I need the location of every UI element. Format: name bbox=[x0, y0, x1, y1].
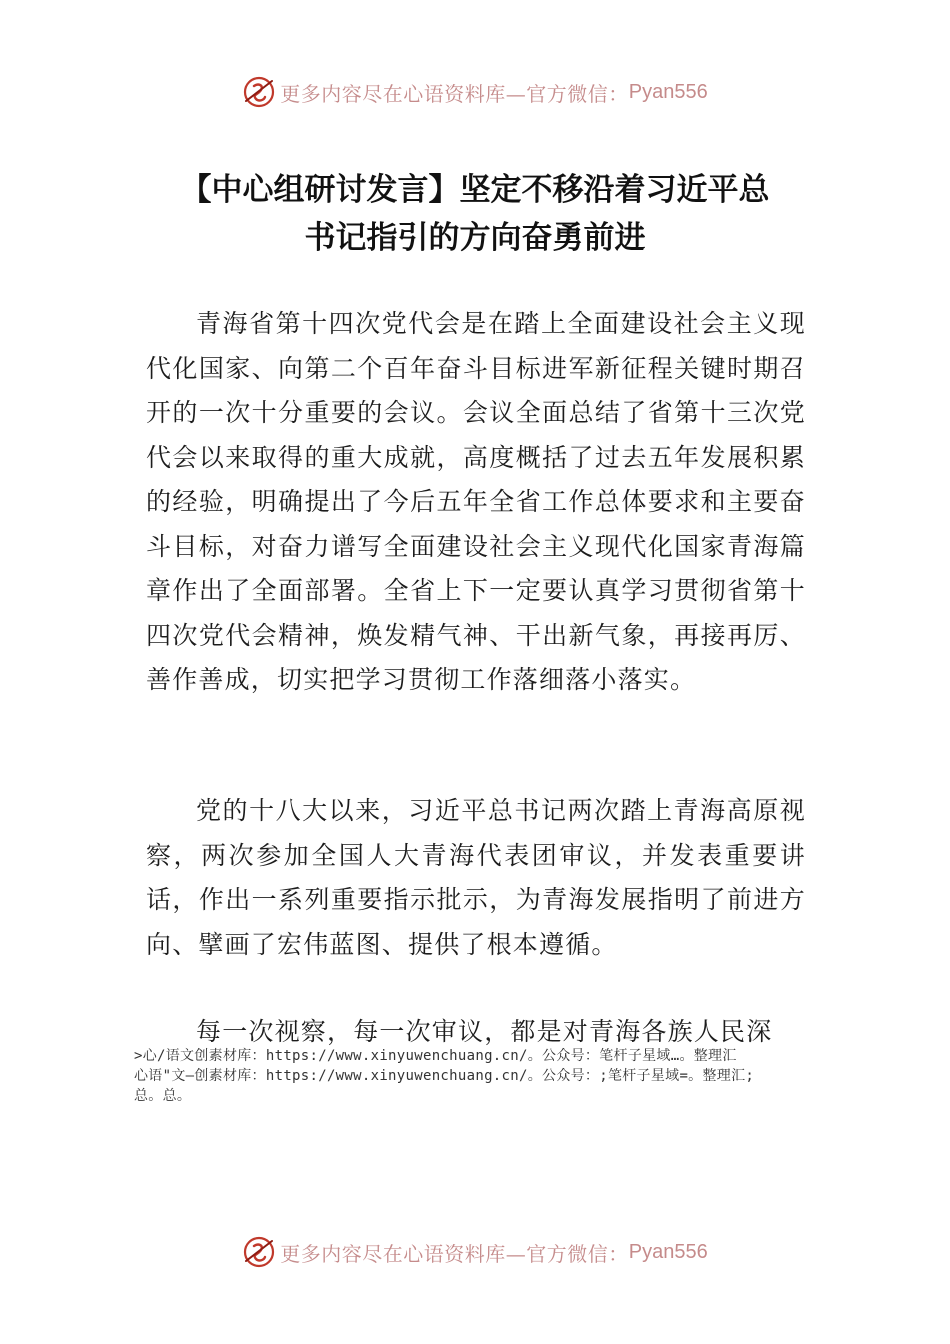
logo-icon bbox=[242, 1235, 276, 1269]
banner-wechat-id: Pyan556 bbox=[628, 80, 708, 103]
watermark-line-1: >心/语文创素材库：https://www.xinyuwenchuang.cn/。公众号：笔杆子星域…。整理汇 bbox=[134, 1048, 737, 1064]
page-title bbox=[0, 166, 950, 262]
footer-banner-text: 更多内容尽在心语资料库—官方微信： bbox=[280, 1241, 629, 1266]
watermark-line-3: 总。总。 bbox=[134, 1088, 192, 1104]
title-line-2: 书记指引的方向奋勇前进 bbox=[304, 220, 646, 256]
logo-icon bbox=[242, 75, 276, 109]
paragraph-2: 党的十八大以来，习近平总书记两次踏上青海高原视察，两次参加全国人大青海代表团审议，并发表重要讲话，作出一系列重要指示批示，为青海发展指明了前进方向、擘画了宏伟蓝图、提供了根本遵循。 bbox=[146, 796, 806, 959]
paragraph-3: 每一次视察，每一次审议，都是对青海各族人民深 bbox=[196, 1017, 773, 1046]
title-line-1: 【中心组研讨发言】坚定不移沿着习近平总 bbox=[180, 172, 770, 208]
watermark-text bbox=[134, 1046, 834, 1106]
header-banner bbox=[0, 72, 950, 112]
watermark-line-2: 心语"文—创素材库：https://www.xinyuwenchuang.cn/。公众号：;笔杆子星域=。整理汇; bbox=[134, 1068, 755, 1084]
banner-text: 更多内容尽在心语资料库—官方微信： bbox=[280, 81, 629, 106]
paragraph-1: 青海省第十四次党代会是在踏上全面建设社会主义现代化国家、向第二个百年奋斗目标进军新征程关键时期召开的一次十分重要的会议。会议全面总结了省第十三次党代会以来取得的重大成就，高度概括了过去五年发展积累的经验，明确提出了今后五年全省工作总体要求和主要奋斗目标，对奋力谱写全面建设社会主义现代化国家青海篇章作出了全面部署。全省上下一定要认真学习贯彻省第十四次党代会精神，焕发精气神、干出新气象，再接再厉、善作善成，切实把学习贯彻工作落细落小落实。 bbox=[146, 309, 806, 694]
footer-banner-wechat-id: Pyan556 bbox=[628, 1240, 708, 1263]
footer-banner bbox=[0, 1232, 950, 1272]
